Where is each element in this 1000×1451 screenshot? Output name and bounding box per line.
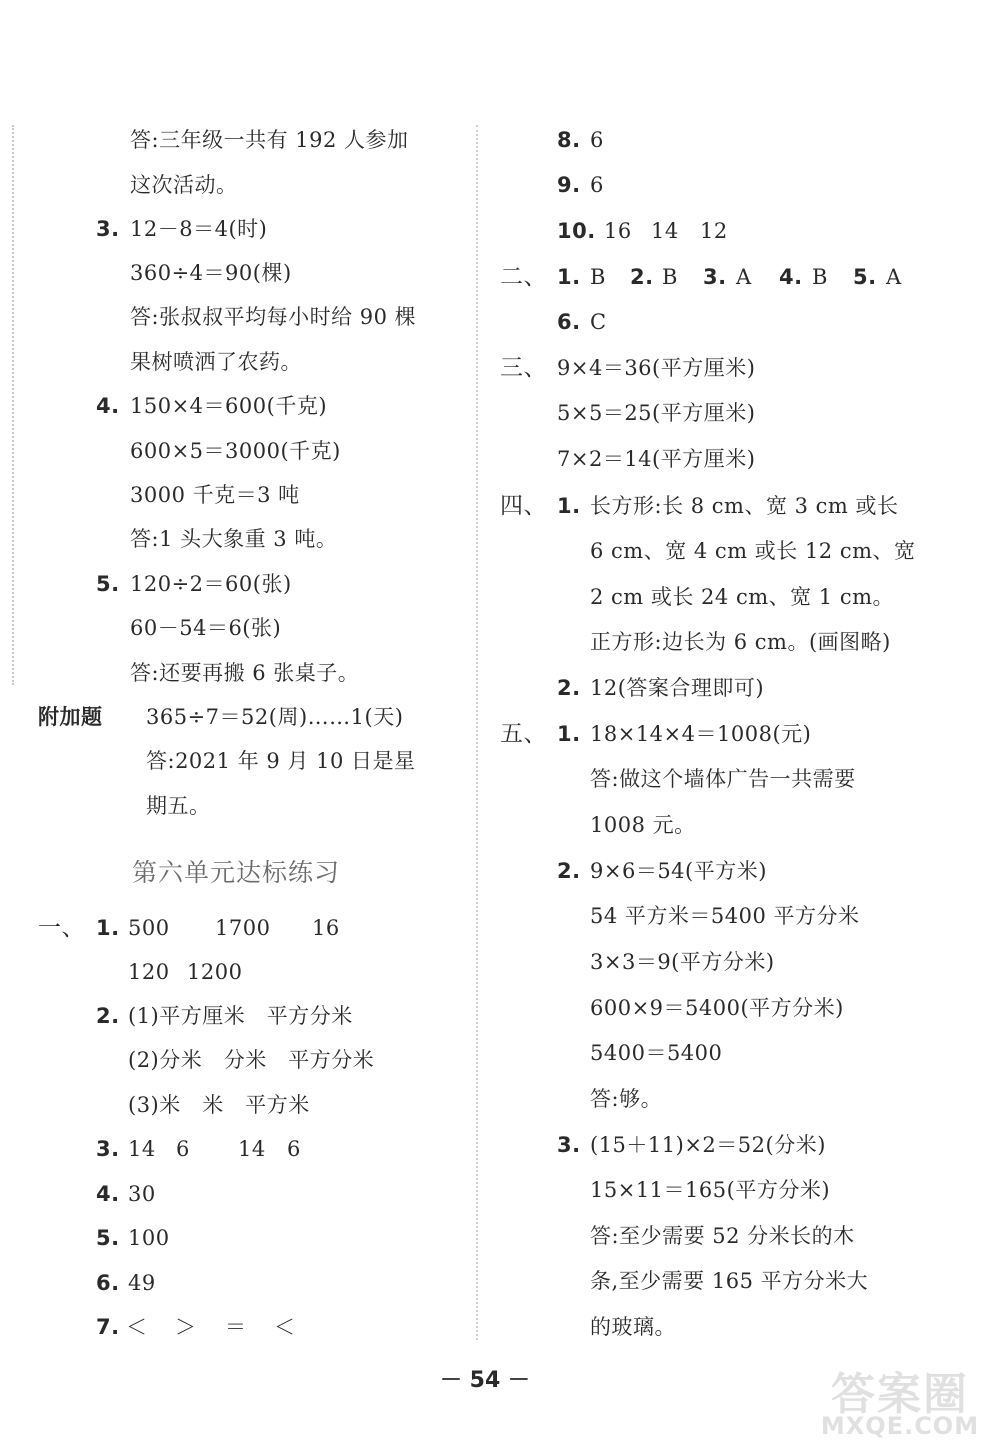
answer-line: 600×9＝5400(平方分米): [590, 996, 844, 1020]
answer-value: 6: [590, 128, 604, 152]
question-number: 4.: [96, 394, 120, 418]
answer-line: 这次活动。: [130, 173, 238, 197]
choice-answer: A: [736, 265, 752, 289]
answer-line: 7×2＝14(平方厘米): [557, 447, 756, 471]
question-number: 1.: [96, 916, 120, 940]
answer-value: 49: [128, 1271, 156, 1295]
watermark-url: MXQE.COM: [820, 1412, 980, 1440]
answer-line: 答:1 头大象重 3 吨。: [130, 527, 338, 551]
answer-value: 100: [128, 1226, 170, 1250]
question-number: 6.: [557, 310, 581, 334]
choice-answer: B: [662, 265, 678, 289]
question-number: 2.: [630, 265, 654, 289]
margin-dotted-line: [12, 125, 14, 685]
answer-line: (3)米 米 平方米: [128, 1093, 310, 1117]
question-number: 2.: [96, 1004, 120, 1028]
question-number: 7.: [96, 1315, 120, 1339]
question-number: 5.: [853, 265, 877, 289]
answer-value: 1700: [215, 916, 271, 940]
answer-line: 1008 元。: [590, 813, 696, 837]
question-number: 2.: [557, 676, 581, 700]
page-number: － 54 －: [440, 1368, 530, 1393]
answer-line: 150×4＝600(千克): [130, 394, 328, 418]
answer-line: 答:够。: [590, 1087, 663, 1111]
question-number: 3.: [96, 1137, 120, 1161]
question-number: 1.: [557, 722, 581, 746]
unit-title: 第六单元达标练习: [132, 858, 341, 887]
answer-line: 长方形:长 8 cm、宽 3 cm 或长: [590, 494, 899, 518]
answer-line: 3×3＝9(平方分米): [590, 950, 775, 974]
answer-value: 1200: [187, 960, 243, 984]
answer-line: 期五。: [146, 794, 211, 818]
choice-answer: B: [812, 265, 828, 289]
answer-line: 答:还要再搬 6 张桌子。: [130, 661, 360, 685]
comparison-sign: ＞: [175, 1315, 197, 1339]
question-number: 4.: [779, 265, 803, 289]
choice-answer: A: [886, 265, 902, 289]
answer-value: 12: [700, 219, 728, 243]
answer-line: 15×11＝165(平方分米): [590, 1178, 831, 1202]
answer-line: (2)分米 分米 平方分米: [128, 1048, 375, 1072]
answer-line: 条,至少需要 165 平方分米大: [590, 1269, 869, 1293]
answer-value: 14: [238, 1137, 266, 1161]
answer-value: 14: [128, 1137, 156, 1161]
answer-value: 500: [128, 916, 170, 940]
section-label: 一、: [38, 915, 85, 941]
question-number: 8.: [557, 128, 581, 152]
answer-value: 6: [590, 173, 604, 197]
choice-answer: C: [590, 310, 607, 334]
question-number: 10.: [557, 219, 596, 243]
question-number: 3.: [557, 1133, 581, 1157]
answer-value: 6: [176, 1137, 190, 1161]
choice-answer: B: [590, 265, 606, 289]
answer-line: 5400＝5400: [590, 1041, 723, 1065]
answer-line: 600×5＝3000(千克): [130, 439, 341, 463]
comparison-sign: ＝: [225, 1315, 247, 1339]
question-number: 1.: [557, 494, 581, 518]
answer-line: 120÷2＝60(张): [130, 572, 292, 596]
answer-line: 正方形:边长为 6 cm。(画图略): [590, 630, 891, 654]
answer-line: 的玻璃。: [590, 1315, 676, 1339]
question-number: 5.: [96, 1226, 120, 1250]
section-label: 三、: [500, 355, 547, 381]
answer-line: 60－54＝6(张): [130, 616, 282, 640]
answer-line: 果树喷洒了农药。: [130, 350, 302, 374]
question-number: 3.: [96, 217, 120, 241]
answer-line: 54 平方米＝5400 平方分米: [590, 904, 860, 928]
answer-line: 18×14×4＝1008(元): [590, 722, 812, 746]
watermark-logo: [810, 1358, 990, 1444]
answer-line: 360÷4＝90(棵): [130, 261, 292, 285]
answer-value: 6: [287, 1137, 301, 1161]
answer-line: 6 cm、宽 4 cm 或长 12 cm、宽: [590, 539, 916, 563]
question-number: 4.: [96, 1182, 120, 1206]
question-number: 9.: [557, 173, 581, 197]
watermark-text: 答案圈: [831, 1369, 969, 1420]
answer-line: 答:做这个墙体广告一共需要: [590, 767, 856, 791]
answer-line: (15＋11)×2＝52(分米): [590, 1133, 826, 1157]
section-label: 二、: [500, 264, 547, 290]
question-number: 3.: [703, 265, 727, 289]
answer-line: 答:张叔叔平均每小时给 90 棵: [130, 305, 417, 329]
answer-line: 答:三年级一共有 192 人参加: [130, 128, 409, 152]
answer-line: (1)平方厘米 平方分米: [128, 1004, 353, 1028]
answer-line: 9×4＝36(平方厘米): [557, 356, 756, 380]
comparison-sign: ＜: [126, 1315, 148, 1339]
answer-line: 答:至少需要 52 分米长的木: [590, 1224, 855, 1248]
answer-line: 12－8＝4(时): [130, 217, 268, 241]
answer-line: 5×5＝25(平方厘米): [557, 401, 756, 425]
answer-value: 16: [604, 219, 632, 243]
answer-line: 答:2021 年 9 月 10 日是星: [146, 749, 416, 773]
answer-line: 365÷7＝52(周)……1(天): [146, 705, 404, 729]
answer-line: 3000 千克＝3 吨: [130, 483, 300, 507]
comparison-sign: ＜: [274, 1315, 296, 1339]
answer-value: 30: [128, 1182, 156, 1206]
answer-value: 120: [128, 960, 170, 984]
question-number: 5.: [96, 572, 120, 596]
question-number: 1.: [557, 265, 581, 289]
column-divider: [476, 125, 478, 1340]
section-label: 四、: [500, 493, 547, 519]
answer-value: 14: [651, 219, 679, 243]
answer-line: 12(答案合理即可): [590, 676, 765, 700]
question-number: 6.: [96, 1271, 120, 1295]
question-number: 2.: [557, 859, 581, 883]
answer-line: 2 cm 或长 24 cm、宽 1 cm。: [590, 585, 895, 609]
answer-value: 16: [312, 916, 340, 940]
answer-line: 9×6＝54(平方米): [590, 859, 767, 883]
section-label: 五、: [500, 721, 547, 747]
bonus-label: 附加题: [38, 705, 103, 729]
